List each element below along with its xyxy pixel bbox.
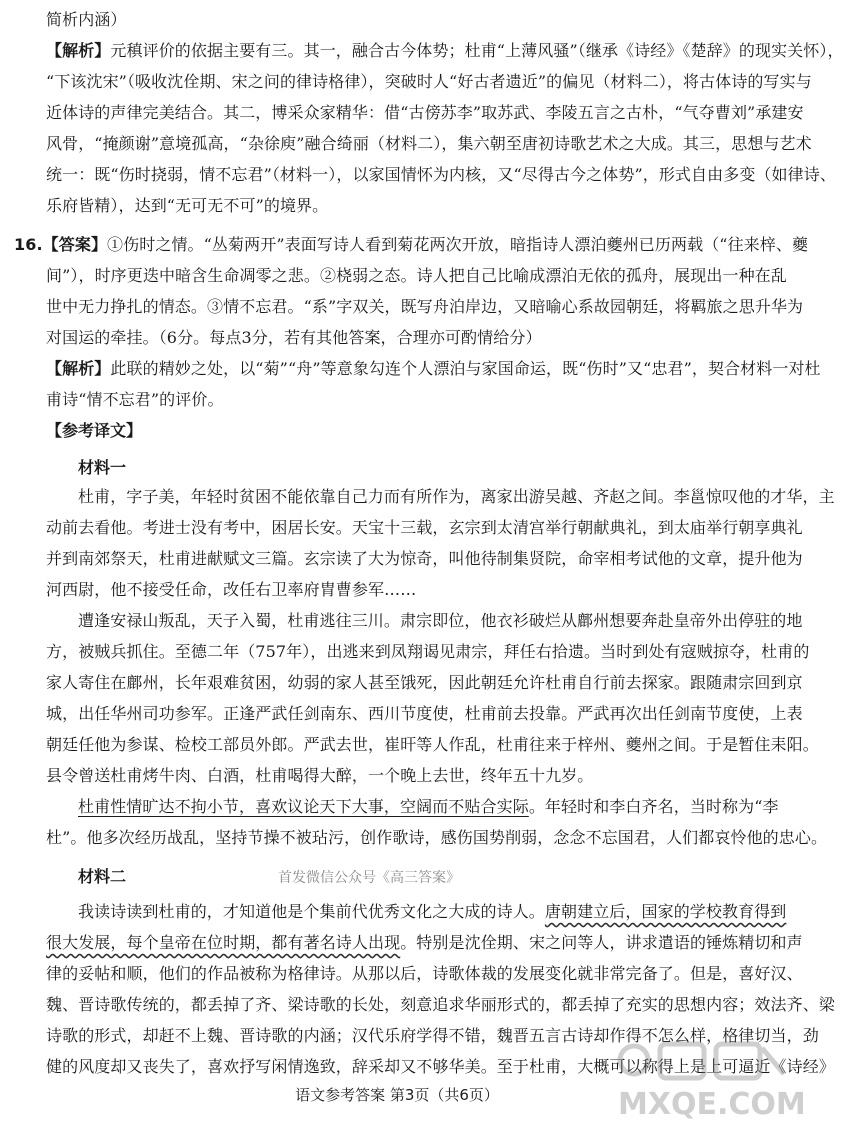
analysis-block bbox=[46, 353, 821, 483]
text-line: 魏、晋诗歌传统的，都丢掉了齐、梁诗歌的长处，刻意追求华丽形式的，都丢掉了充实的思想内容；效法齐、梁 bbox=[46, 995, 835, 1014]
text-line: 乐府皆精），达到“无可无不可”的境界。 bbox=[46, 196, 329, 215]
text-line: 风骨，“掩颜谢”意境孤高，“杂徐庾”融合绮丽（材料二），集六朝至唐初诗歌艺术之大成。其三，思想与艺术 bbox=[46, 134, 812, 153]
text-span: 此联的精妙之处，以“菊”“舟”等意象勾连个人漂泊与家国命运，既“伤时”又“忠君”，契合材料一对杜 bbox=[110, 359, 821, 378]
analysis-label: 【解析】 bbox=[46, 359, 111, 378]
wavy-underlined-sentence: 唐朝建立后，国家的学校教育得到 bbox=[544, 902, 787, 921]
material-two-heading bbox=[46, 861, 764, 892]
text-line: 统一：既“伤时挠弱，情不忘君”（材料一），以家国情怀为内核，又“尽得古今之体势”，形式自由多变（如律诗、 bbox=[46, 165, 836, 184]
analysis-label: 【解析】 bbox=[46, 41, 111, 60]
material-one-heading: 材料一 bbox=[78, 458, 127, 477]
text-line: 县令曾送杜甫烤牛肉、白酒，杜甫喝得大醉，一个晚上去世，终年五十九岁。 bbox=[46, 766, 594, 785]
text-line bbox=[46, 896, 787, 927]
text-block bbox=[46, 4, 844, 221]
text-line bbox=[46, 791, 779, 822]
wavy-underlined-sentence: 很大发展，每个皇帝在位时期，都有著名诗人出现 bbox=[46, 933, 401, 952]
watermark-text: 首发微信公众号《高三答案》 bbox=[278, 870, 461, 886]
watermark-logo-text: MXQE.COM bbox=[618, 1087, 806, 1122]
answer-label: 16.【答案】 bbox=[14, 235, 108, 254]
text-line: 间”），时序更迭中暗含生命凋零之悲。②桡弱之态。诗人把自己比喻成漂泊无依的孤舟，展现出一种在乱 bbox=[46, 266, 787, 285]
text-line: 动前去看他。考进士没有考中，困居长安。天宝十三载，玄宗到太清宫举行朝献典礼，到太庙举行朝享典礼 bbox=[46, 518, 803, 537]
text-line: 河西尉，他不接受任命，改任右卫率府胄曹参军…… bbox=[46, 580, 417, 599]
text-line bbox=[46, 927, 803, 958]
text-line: 健的风度却又丧失了，喜欢抒写闲情逸致，辞采却又不够华美。至于杜甫，大概可以称得上是上可逼近《诗经》 bbox=[46, 1057, 835, 1076]
text-line: 诗歌的形式，却赶不上魏、晋诗歌的内涵；汉代乐府学得不错，魏晋五言古诗却作得不怎么样，格律切当，劲 bbox=[46, 1026, 819, 1045]
text-line: 简析内涵） bbox=[46, 10, 127, 29]
material-one-text bbox=[46, 481, 835, 853]
text-line: 城，出任华州司功参军。正逢严武任剑南东、西川节度使，杜甫前去投靠。严武再次出任剑南节度使，上表 bbox=[46, 704, 803, 723]
text-line: 遭逢安禄山叛乱，天子入蜀，杜甫逃往三川。肃宗即位，他衣衫破烂从鄜州想要奔赴皇帝外出停驻的地 bbox=[78, 611, 803, 630]
text-line: 律的妥帖和顺，他们的作品被称为格律诗。从那以后，诗歌体裁的发展变化就非常完备了。但是，喜好汉、 bbox=[46, 964, 803, 983]
text-span: ①伤时之情。“丛菊两开”表面写诗人看到菊花两次开放，暗指诗人漂泊夔州已历两载（“往来梓、夔 bbox=[107, 235, 809, 254]
underlined-sentence: 杜甫性情旷达不拘小节，喜欢议论天下大事，空阔而不贴合实际 bbox=[78, 797, 529, 816]
question-16-block bbox=[14, 229, 809, 353]
text-line: 并到南郊祭天，杜甫进献赋文三篇。玄宗读了大为惊奇，叫他待制集贤院，命宰相考试他的文章，提升他为 bbox=[46, 549, 803, 568]
text-span: 。特别是沈佺期、宋之问等人，讲求遣语的锤炼精切和声 bbox=[400, 933, 803, 952]
text-span: 。年轻时和李白齐名，当时称为“李 bbox=[528, 797, 779, 816]
text-line bbox=[46, 353, 821, 384]
page-footer: 语文参考答案 第3页（共6页） bbox=[295, 1086, 499, 1104]
text-line: 近体诗的声律完美结合。其二，博采众家精华：借“古傍苏李”取苏武、李陵五言之古朴，“气夺曹刘”承建安 bbox=[46, 103, 804, 122]
text-line: “下该沈宋”（吸收沈佺期、宋之问的律诗格律），突破时人“好古者遗近”的偏见（材料二），将古体诗的写实与 bbox=[46, 72, 812, 91]
text-line bbox=[14, 229, 809, 260]
material-two-label: 材料二 bbox=[78, 867, 127, 886]
text-span: 元稹评价的依据主要有三。其一，融合古今体势；杜甫“上薄风骚”（继承《诗经》《楚辞》的现实关怀）， bbox=[110, 41, 844, 60]
text-line: 对国运的牵挂。（6分。每点3分，若有其他答案，合理亦可酌情给分） bbox=[46, 328, 542, 347]
text-line: 家人寄住在鄜州，长年艰难贫困，幼弱的家人甚至饿死，因此朝廷允许杜甫自行前去探家。跟随肃宗回到京 bbox=[46, 673, 803, 692]
text-line: 甫诗“情不忘君”的评价。 bbox=[46, 390, 224, 409]
text-line bbox=[46, 35, 844, 66]
text-line: 世中无力挣扎的情态。③情不忘君。“系”字双关，既写舟泊岸边，又暗喻心系故园朝廷，将羁旅之思升华为 bbox=[46, 297, 804, 316]
text-line: 朝廷任他为参谋、检校工部员外郎。严武去世，崔旰等人作乱，杜甫往来于梓州、夔州之间。于是暂住耒阳。 bbox=[46, 735, 819, 754]
text-line: 杜”。他多次经历战乱，坚持节操不被玷污，创作歌诗，感伤国势削弱，念念不忘国君，人们都哀怜他的忠心。 bbox=[46, 828, 828, 847]
text-span: 我读诗读到杜甫的，才知道他是个集前代优秀文化之大成的诗人。 bbox=[78, 902, 545, 921]
reference-translation-heading: 【参考译文】 bbox=[46, 421, 143, 440]
watermark-logo-icon bbox=[612, 1034, 806, 1122]
text-line: 杜甫，字子美，年轻时贫困不能依靠自己力而有所作为，离家出游吴越、齐赵之间。李邕惊叹他的才华，主 bbox=[78, 487, 835, 506]
text-line: 方，被贼兵抓住。至德二年（757年），出逃来到凤翔谒见肃宗，拜任右拾遗。当时到处有寇贼掠夺，杜甫的 bbox=[46, 642, 810, 661]
